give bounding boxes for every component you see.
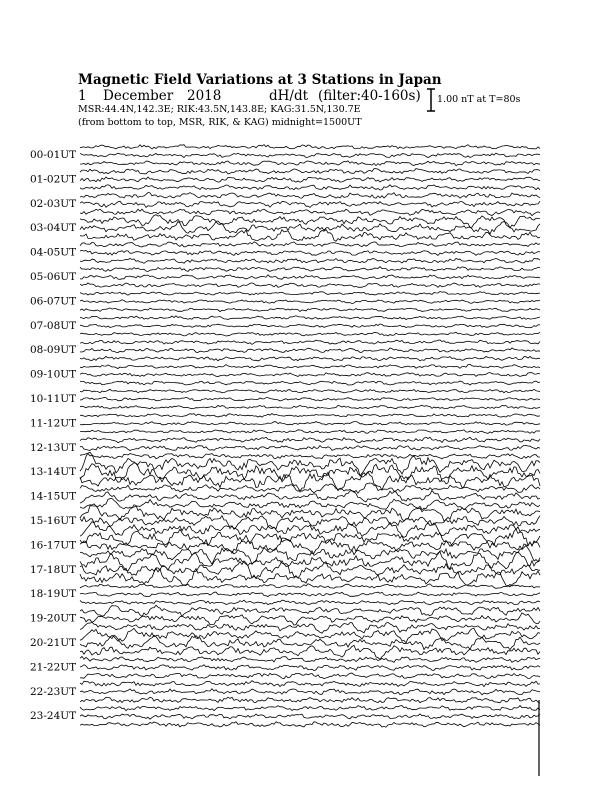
hour-label: 07-08UT [30, 319, 77, 332]
hour-label: 03-04UT [30, 222, 77, 235]
hour-label: 13-14UT [30, 466, 77, 479]
trace-kag [80, 267, 540, 272]
trace-kag [80, 364, 540, 368]
hour-label: 09-10UT [30, 368, 77, 381]
trace-rik [80, 613, 540, 625]
hour-label: 21-22UT [30, 661, 77, 674]
hour-label: 15-16UT [30, 515, 77, 527]
date-day: 1 [78, 88, 87, 104]
trace-kag [80, 584, 540, 589]
trace-msr [80, 722, 540, 727]
trace-msr [80, 381, 540, 385]
trace-kag [80, 605, 540, 616]
trace-rik [80, 153, 540, 157]
quantity-label: dH/dt [269, 88, 309, 104]
date-month: December [103, 88, 174, 104]
trace-kag [80, 316, 540, 320]
hour-label: 23-24UT [30, 710, 77, 723]
trace-rik [80, 324, 540, 328]
trace-kag [80, 242, 540, 247]
hour-label: 20-21UT [30, 637, 77, 649]
trace-rik [80, 373, 540, 377]
trace-kag [80, 706, 540, 711]
chart-title: Magnetic Field Variations at 3 Stations in Japan [78, 72, 442, 88]
trace-rik [80, 635, 540, 650]
hour-label: 06-07UT [30, 295, 77, 308]
trace-rik [80, 445, 540, 450]
trace-rik [80, 222, 540, 235]
trace-rik [80, 201, 540, 207]
trace-msr [80, 258, 540, 263]
trace-rik [80, 348, 540, 353]
filter-label: (filter:40-160s) [318, 88, 421, 104]
hour-label-group [30, 149, 76, 722]
trace-msr [80, 430, 540, 434]
trace-kag [80, 414, 540, 418]
hour-label: 16-17UT [30, 539, 77, 552]
trace-kag [80, 145, 540, 149]
hour-label: 04-05UT [30, 246, 77, 259]
trace-kag [80, 437, 540, 442]
hour-label: 17-18UT [30, 563, 77, 576]
trace-rik [80, 422, 540, 426]
hour-label: 05-06UT [30, 271, 77, 283]
trace-rik [80, 516, 540, 530]
hour-label: 19-20UT [30, 612, 77, 625]
trace-rik [80, 535, 540, 553]
trace-msr [80, 209, 540, 215]
trace-kag [80, 291, 540, 295]
hour-label: 00-01UT [30, 149, 77, 161]
station-order-note: (from bottom to top, MSR, RIK, & KAG) midnight=1500UT [78, 117, 362, 128]
hour-label: 11-12UT [30, 417, 77, 430]
hour-label: 22-23UT [30, 685, 77, 698]
trace-kag [80, 340, 540, 345]
station-coordinates: MSR:44.4N,142.3E; RIK:43.5N,143.8E; KAG:31.5N,130.7E [78, 104, 361, 115]
trace-rik [80, 714, 540, 719]
trace-rik [80, 689, 540, 695]
trace-msr [80, 161, 540, 166]
hour-label: 08-09UT [30, 344, 77, 357]
trace-msr [80, 454, 540, 459]
trace-msr [80, 697, 540, 703]
trace-msr [80, 499, 540, 510]
trace-kag [80, 169, 540, 174]
trace-msr [80, 673, 540, 679]
trace-kag [80, 483, 540, 493]
hour-label: 12-13UT [30, 441, 77, 454]
trace-kag [80, 215, 540, 228]
trace-msr [80, 546, 540, 565]
trace-group [80, 145, 540, 728]
trace-msr [80, 405, 540, 409]
hour-label: 14-15UT [30, 490, 77, 503]
trace-rik [80, 300, 540, 304]
hour-label: 01-02UT [30, 173, 77, 186]
trace-kag [80, 628, 540, 643]
trace-kag [80, 505, 540, 521]
trace-msr [80, 356, 540, 361]
trace-msr [80, 308, 540, 312]
hour-label: 02-03UT [30, 197, 77, 210]
trace-msr [80, 230, 540, 242]
trace-rik [80, 397, 540, 401]
trace-kag [80, 193, 540, 199]
scale-bar-label: 1.00 nT at T=80s [437, 94, 521, 105]
trace-msr [80, 185, 540, 190]
trace-kag [80, 657, 540, 663]
trace-rik [80, 665, 540, 671]
trace-msr [80, 600, 540, 605]
trace-kag [80, 681, 540, 687]
trace-msr [80, 283, 540, 288]
trace-rik [80, 275, 540, 280]
trace-rik [80, 250, 540, 255]
hour-label: 10-11UT [30, 393, 77, 405]
trace-msr [80, 622, 540, 633]
trace-rik [80, 177, 540, 182]
date-year: 2018 [187, 88, 222, 104]
trace-rik [80, 592, 540, 597]
trace-kag [80, 389, 540, 393]
trace-msr [80, 332, 540, 336]
hour-label: 18-19UT [30, 588, 77, 601]
